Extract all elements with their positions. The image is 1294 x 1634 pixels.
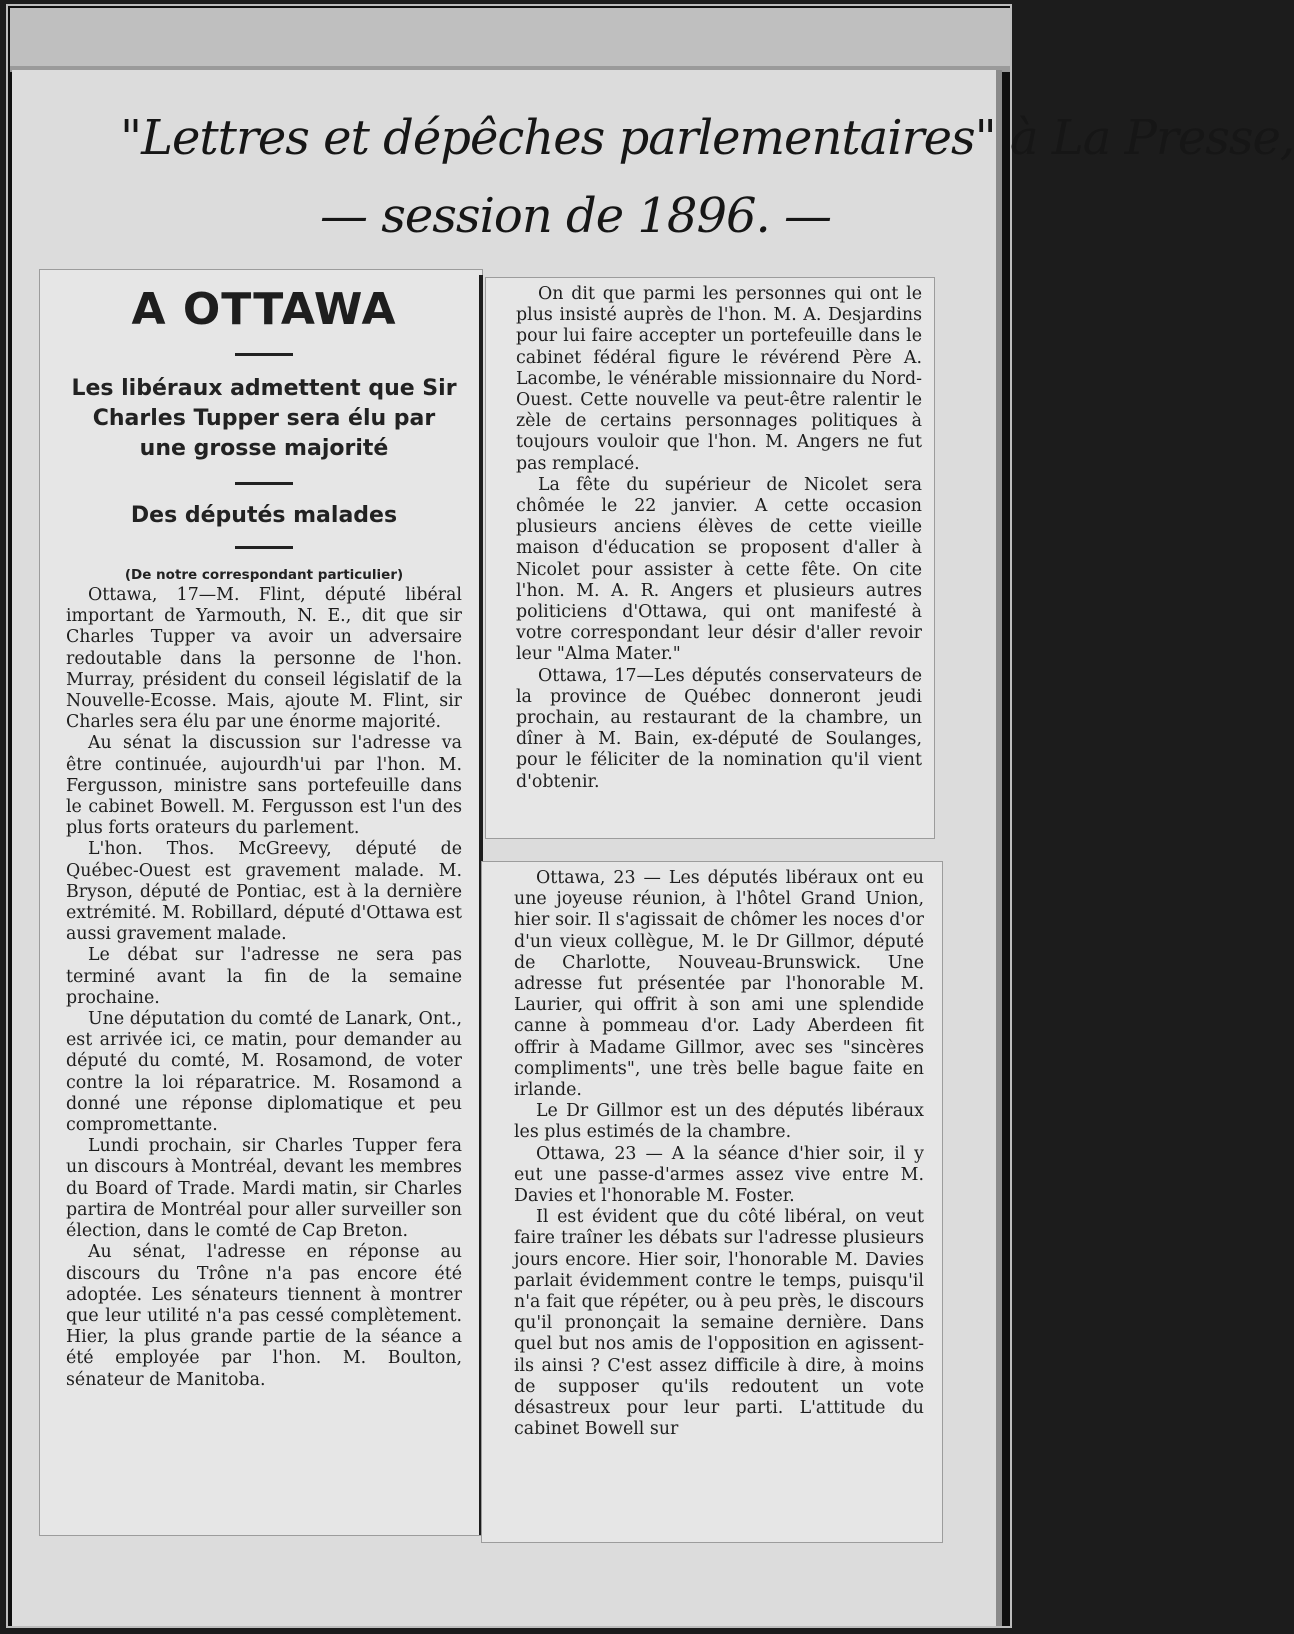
paragraph: Ottawa, 17—Les députés conservateurs de la province de Québec donneront jeudi prochain, au restaurant de la chambre, un dîner à M. Bain, ex-député de Soulanges, pour le féliciter de la nomination qu'il vient d'obtenir. — [516, 665, 922, 792]
paragraph: Une députation du comté de Lanark, Ont., est arrivée ici, ce matin, pour demander au député du comté, M. Rosamond, de voter contre la loi réparatrice. M. Rosamond a donné une réponse diplomatique et peu compromettante. — [66, 1009, 462, 1136]
article-headline: A OTTAWA — [131, 284, 397, 335]
article-body-col2-bottom — [514, 868, 924, 1440]
handwritten-line-1: "Lettres et dépêches parlementaires" à La Presse, — [120, 110, 1294, 166]
paragraph: Le Dr Gillmor est un des députés libéraux les plus estimés de la chambre. — [514, 1101, 924, 1143]
paragraph: Ottawa, 17—M. Flint, député libéral important de Yarmouth, N. E., dit que sir Charles Tupper va avoir un adversaire redoutable dans la personne de l'hon. Murray, président du conseil législatif de la Nouvelle-Ecosse. Mais, ajoute M. Flint, sir Charles sera élu par une énorme majorité. — [66, 585, 462, 733]
article-body-col2-top — [516, 284, 922, 793]
handwritten-line-2: — session de 1896. — — [320, 188, 832, 244]
article-body-col1 — [66, 585, 462, 1391]
paragraph: Il est évident que du côté libéral, on veut faire traîner les débats sur l'adresse plusieurs jours encore. Hier soir, l'honorable M. Davies parlait évidemment contre le temps, puisqu'il n'a fait que répéter, ou à peu près, le discours qu'il prononçait la semaine dernière. Dans quel but nos amis de l'opposition en agissent-ils ainsi ? C'est assez difficile à dire, à moins de supposer qu'ils redoutent un vote désastreux pour leur parti. L'attitude du cabinet Bowell sur — [514, 1207, 924, 1440]
headline-rule — [235, 353, 293, 356]
article-subhead: Les libéraux admettent que Sir Charles Tupper sera élu par une grosse majorité — [71, 376, 457, 461]
paragraph: Ottawa, 23 — Les députés libéraux ont eu une joyeuse réunion, à l'hôtel Grand Union, hier soir. Il s'agissait de chômer les noces d'or d'un vieux collègue, M. le Dr Gillmor, député de Charlotte, Nouveau-Brunswick. Une adresse fut présentée par l'honorable M. Laurier, qui offrit à son ami une splendide canne à pommeau d'or. Lady Aberdeen fit offrir à Madame Gillmor, avec ses "sincères compliments", une très belle bague faite en irlande. — [514, 868, 924, 1101]
paragraph: Au sénat la discussion sur l'adresse va être continuée, aujourdh'ui par l'hon. M. Fergusson, ministre sans portefeuille dans le cabinet Bowell. M. Fergusson est l'un des plus forts orateurs du parlement. — [66, 733, 462, 839]
clipping-left-column — [40, 270, 482, 1535]
paragraph: Le débat sur l'adresse ne sera pas terminé avant la fin de la semaine prochaine. — [66, 945, 462, 1008]
clipping-right-bottom — [482, 862, 942, 1542]
clipping-right-top — [486, 278, 934, 838]
folder-top-band — [10, 8, 1010, 72]
paragraph: La fête du supérieur de Nicolet sera chômée le 22 janvier. A cette occasion plusieurs anciens élèves de cette vieille maison d'éducation se proposent d'aller à Nicolet pour assister à cette fête. On cite l'hon. M. A. R. Angers et plusieurs autres politiciens d'Ottawa, qui ont manifesté à votre correspondant leur désir d'aller revoir leur "Alma Mater." — [516, 474, 922, 665]
paragraph: Lundi prochain, sir Charles Tupper fera un discours à Montréal, devant les membres du Board of Trade. Mardi matin, sir Charles partira de Montréal pour aller surveiller son élection, dans le comté de Cap Breton. — [66, 1136, 462, 1242]
paragraph: L'hon. Thos. McGreevy, député de Québec-Ouest est gravement malade. M. Bryson, député de Pontiac, est à la dernière extrémité. M. Robillard, député d'Ottawa est aussi gravement malade. — [66, 839, 462, 945]
paragraph: On dit que parmi les personnes qui ont le plus insisté auprès de l'hon. M. A. Desjardins pour lui faire accepter un portefeuille dans le cabinet fédéral figure le révérend Père A. Lacombe, le vénérable missionnaire du Nord-Ouest. Cette nouvelle va peut-être ralentir le zèle de certains personnages politiques à toujours vouloir que l'hon. M. Angers ne fut pas remplacé. — [516, 284, 922, 474]
paragraph: Ottawa, 23 — A la séance d'hier soir, il y eut une passe-d'armes assez vive entre M. Davies et l'honorable M. Foster. — [514, 1143, 924, 1207]
handwritten-note — [110, 92, 1294, 252]
subhead2-rule — [235, 546, 293, 549]
article-subhead-2: Des députés malades — [130, 503, 398, 528]
paragraph: Au sénat, l'adresse en réponse au discours du Trône n'a pas encore été adoptée. Les sénateurs tiennent à montrer que leur utilité n'a pas cessé complètement. Hier, la plus grande partie de la séance a été employée par l'hon. M. Boulton, sénateur de Manitoba. — [66, 1242, 462, 1390]
article-byline: (De notre correspondant particulier) — [124, 567, 404, 583]
subhead-rule — [235, 482, 293, 485]
sheet-right-edge — [996, 70, 1002, 1626]
